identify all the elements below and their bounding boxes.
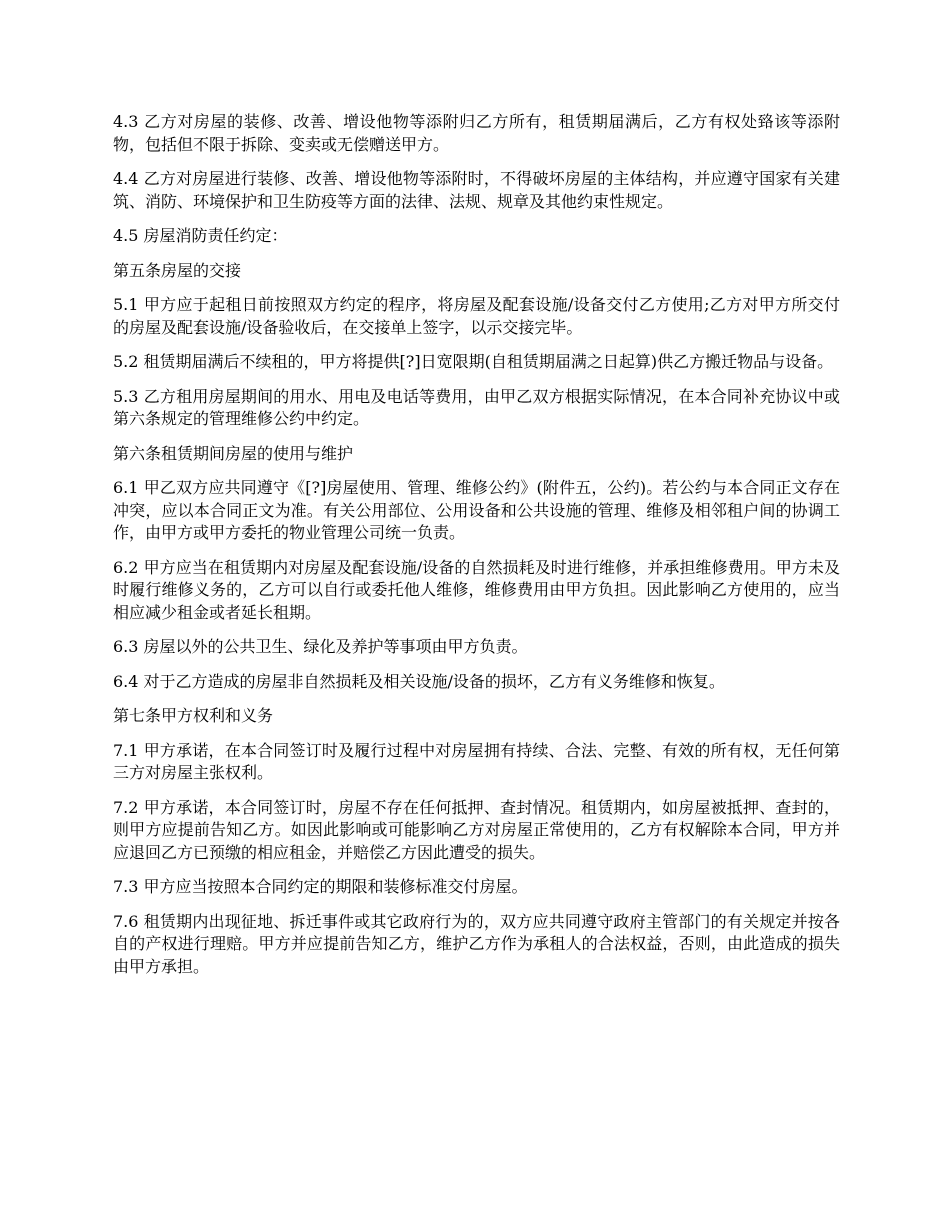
clause-7-6: 7.6 租赁期内出现征地、拆迁事件或其它政府行为的，双方应共同遵守政府主管部门的有关规定并按各自的产权进行理赔。甲方并应提前告知乙方，维护乙方作为承租人的合法权益，否则，由此造成的损失由甲方承担。	[113, 911, 840, 976]
article-7-heading: 第七条甲方权利和义务	[113, 706, 274, 725]
clause-5-1: 5.1 甲方应于起租日前按照双方约定的程序，将房屋及配套设施/设备交付乙方使用;乙方对甲方所交付的房屋及配套设施/设备验收后，在交接单上签字，以示交接完毕。	[113, 295, 840, 337]
article-6-heading: 第六条租赁期间房屋的使用与维护	[113, 443, 354, 463]
clause-4-5: 4.5 房屋消防责任约定：	[113, 226, 288, 245]
clause-6-1: 6.1 甲乙双方应共同遵守《[?]房屋使用、管理、维修公约》(附件五，公约)。若公约与本合同正文存在冲突，应以本合同正文为准。有关公用部位、公用设备和公共设施的管理、维修及相邻租户间的协调工作，由甲方或甲方委托的物业管理公司统一负责。	[113, 478, 840, 542]
clause-4-4: 4.4 乙方对房屋进行装修、改善、增设他物等添附时，不得破坏房屋的主体结构，并应遵守国家有关建筑、消防、环境保护和卫生防疫等方面的法律、法规、规章及其他约束性规定。	[113, 169, 840, 211]
clause-7-1: 7.1 甲方承诺，在本合同签订时及履行过程中对房屋拥有持续、合法、完整、有效的所有权，无任何第三方对房屋主张权利。	[113, 740, 840, 782]
article-5-heading: 第五条房屋的交接	[113, 260, 242, 280]
clause-7-2: 7.2 甲方承诺，本合同签订时，房屋不存在任何抵押、查封情况。租赁期内，如房屋被抵押、查封的，则甲方应提前告知乙方。如因此影响或可能影响乙方对房屋正常使用的，乙方有权解除本合同，甲方并应退回乙方已预缴的相应租金，并赔偿乙方因此遭受的损失。	[113, 797, 840, 862]
clause-7-3: 7.3 甲方应当按照本合同约定的期限和装修标准交付房屋。	[113, 877, 528, 896]
document-page	[113, 111, 840, 990]
clause-5-3: 5.3 乙方租用房屋期间的用水、用电及电话等费用，由甲乙双方根据实际情况，在本合同补充协议中或第六条规定的管理维修公约中约定。	[113, 386, 840, 428]
clause-6-4: 6.4 对于乙方造成的房屋非自然损耗及相关设施/设备的损坏，乙方有义务维修和恢复。	[113, 671, 725, 691]
clause-5-2: 5.2 租赁期届满后不续租的，甲方将提供[?]日宽限期(自租赁期届满之日起算)供乙方搬迁物品与设备。	[113, 352, 834, 371]
clause-6-3: 6.3 房屋以外的公共卫生、绿化及养护等事项由甲方负责。	[113, 637, 528, 656]
clause-4-3: 4.3 乙方对房屋的装修、改善、增设他物等添附归乙方所有，租赁期届满后，乙方有权处臵该等添附物，包括但不限于拆除、变卖或无偿赠送甲方。	[113, 112, 840, 154]
clause-6-2: 6.2 甲方应当在租赁期内对房屋及配套设施/设备的自然损耗及时进行维修，并承担维修费用。甲方未及时履行维修义务的，乙方可以自行或委托他人维修，维修费用由甲方负担。因此影响乙方使用的，应当相应减少租金或者延长租期。	[113, 557, 840, 622]
